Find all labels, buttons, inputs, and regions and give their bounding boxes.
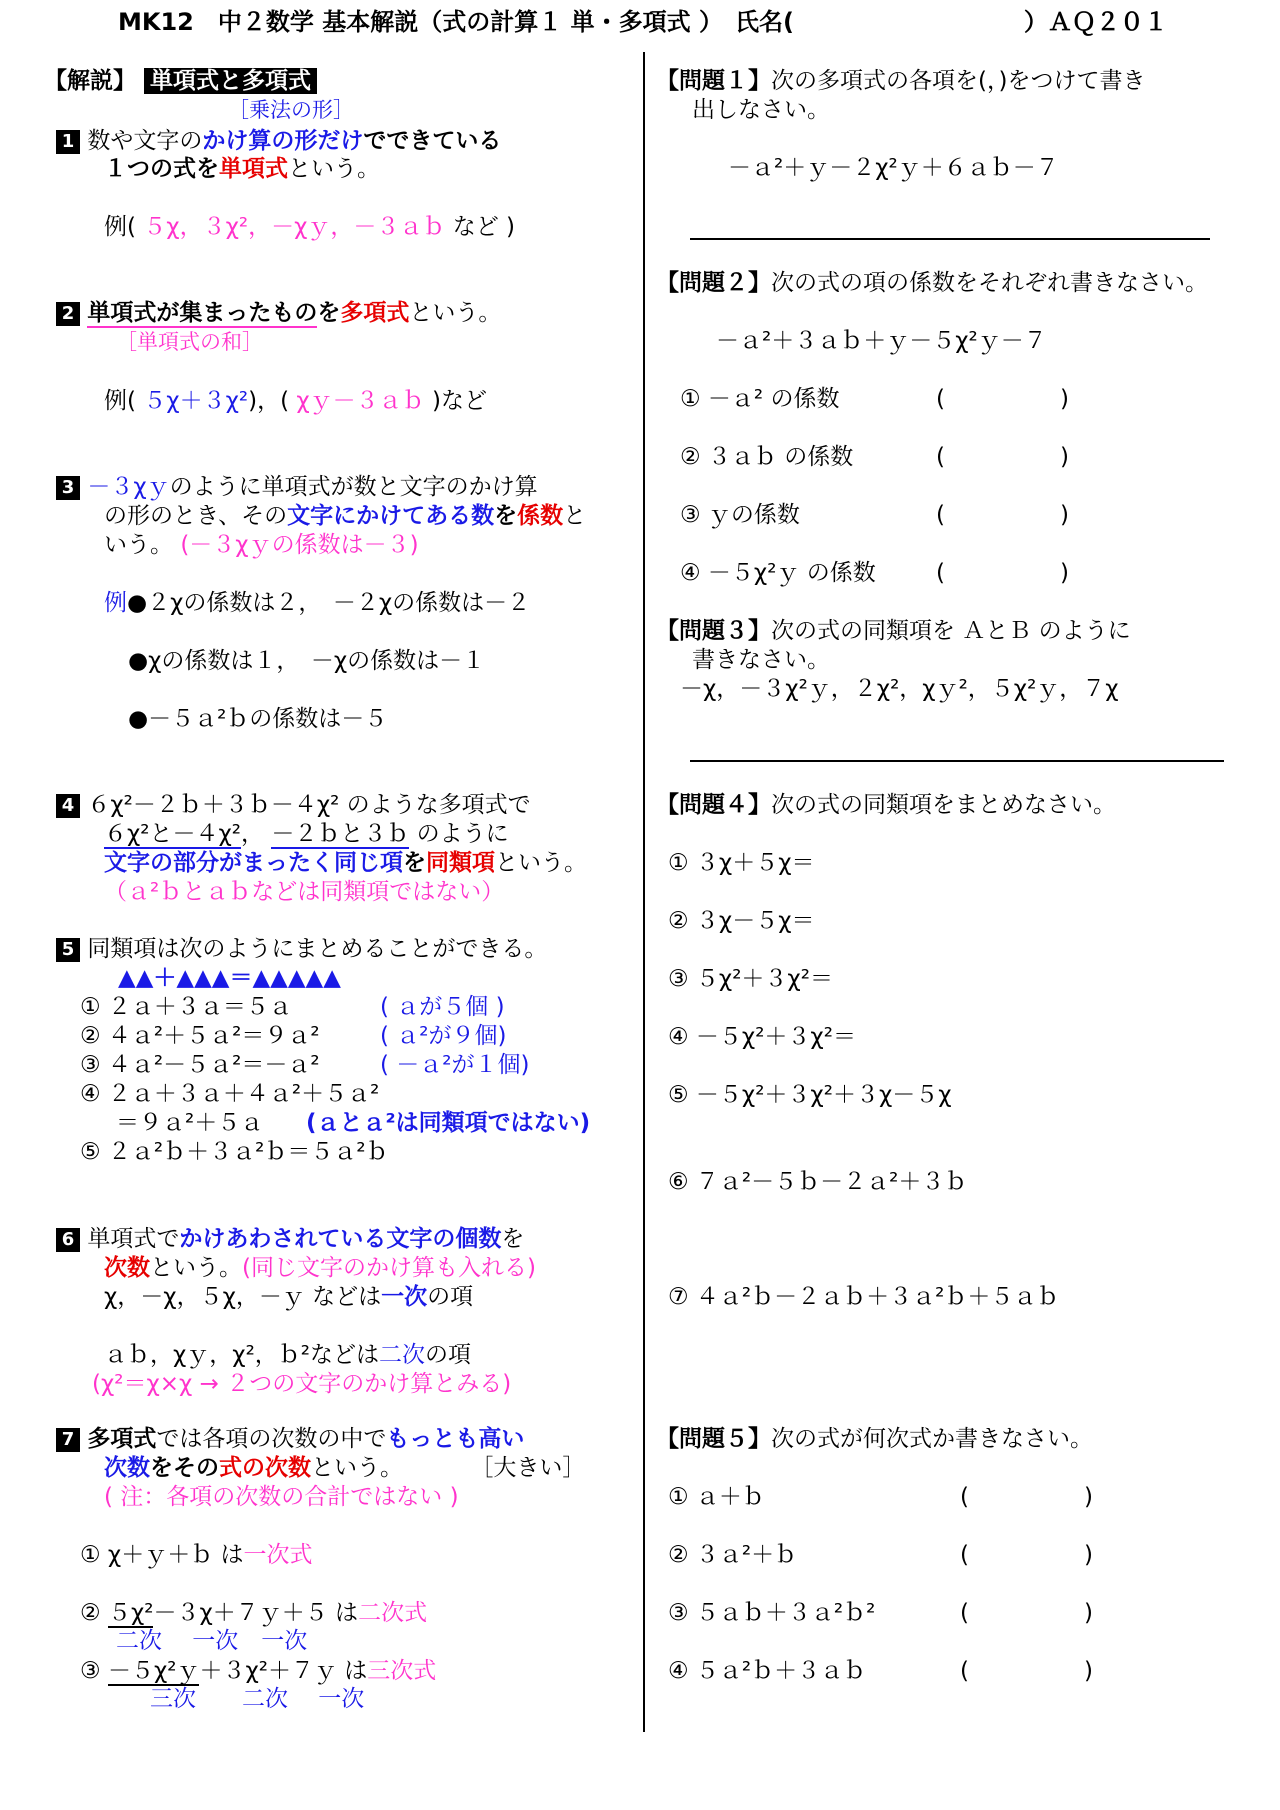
s5-row4b: ＝９ａ²＋５ａ (116, 1110, 264, 1136)
s6-line5: (χ²＝χ×χ → ２つの文字のかけ算とみる) (92, 1371, 512, 1397)
s7-e1-a: ① χ＋ｙ＋ｂ は (80, 1542, 244, 1568)
q3-line1 (656, 618, 1131, 646)
s2-ex-mid: )，( (248, 388, 290, 414)
s3-example2: ●χの係数は１， －χの係数は－１ (128, 648, 486, 674)
s2-ex-a: ５χ＋３χ² (143, 388, 249, 414)
s6-text-d: という。 (150, 1255, 242, 1281)
s1-text-b: かけ算の形だけ (202, 128, 364, 154)
s1-text-e: という。 (288, 156, 380, 182)
q2-line1 (656, 270, 1208, 298)
s1-ex-post: など ) (452, 214, 515, 240)
s1-annotation: ［乗法の形］ (228, 98, 354, 122)
q5-item-4: ④ ５ａ²ｂ＋３ａｂ (668, 1658, 867, 1684)
s3-text-b: のように単項式が数と文字のかけ算 (169, 474, 538, 500)
s5-row1: ① ２ａ＋３ａ＝５ａ (80, 994, 292, 1020)
s4-line1 (56, 792, 531, 820)
s4-text-a: ６χ²－２ｂ＋３ｂ－４χ² のような多項式で (87, 792, 531, 818)
s5-row3-note: ( －ａ²が１個) (380, 1052, 530, 1078)
s7-e2-c: －３χ＋７ｙ＋５ は (153, 1600, 359, 1626)
s6-line2 (104, 1255, 536, 1283)
q2-heading: 【問題２】 (656, 270, 771, 296)
column-divider (643, 52, 645, 1732)
q2-answer-3[interactable]: ( ) (936, 502, 1069, 528)
s3-text-g: いう。 (104, 532, 173, 558)
s7-number: 7 (56, 1428, 80, 1452)
s1-text-d: １つの式を (104, 156, 219, 182)
s2-text-a: 単項式が集まったもの (87, 300, 318, 326)
s1-example (104, 214, 515, 242)
q5-answer-1[interactable]: ( ) (960, 1484, 1093, 1510)
q4-item-5: ⑤ －５χ²＋３χ²＋３χ－５χ (668, 1082, 952, 1108)
s4-line4: （ａ²ｂとａｂなどは同類項ではない） (104, 879, 505, 905)
s6-text-a: 単項式で (87, 1226, 180, 1252)
s1-ex-pre: 例( (104, 214, 136, 240)
s5-line1 (56, 936, 547, 964)
s2-ex-b: χｙ－３ａｂ (296, 388, 425, 414)
s7-term-degree-of-expr: 式の次数 (219, 1455, 311, 1481)
s3-line2 (104, 503, 586, 531)
q1-heading: 【問題１】 (656, 68, 771, 94)
s3-term-coefficient: 係数 (517, 503, 564, 529)
s6-text-k: の項 (425, 1342, 472, 1368)
s7-e3-b: －５χ²ｙ (107, 1658, 200, 1684)
s7-example2 (80, 1600, 427, 1628)
section-heading: 単項式と多項式 (144, 68, 317, 94)
s4-text-h: という。 (495, 850, 587, 876)
s3-text-c: の形のとき、その (104, 503, 288, 529)
s1-text-c: でできている (363, 128, 502, 154)
s7-line1 (56, 1426, 524, 1454)
header-code: ）ＡＱ２０１ (1023, 8, 1168, 36)
q3-line2: 書きなさい。 (692, 647, 830, 673)
s5-number: 5 (56, 938, 80, 962)
s7-text-g: ［大きい］ (470, 1455, 586, 1481)
s5-row2-note: ( ａ²が９個) (380, 1023, 507, 1049)
q5-item-1: ① ａ＋ｂ (668, 1484, 765, 1510)
s5-triangles: ▲▲＋▲▲▲＝▲▲▲▲▲ (118, 965, 341, 991)
s5-row4: ④ ２ａ＋３ａ＋４ａ²＋５ａ² (80, 1081, 380, 1107)
s4-line2 (104, 821, 509, 849)
q2-answer-2[interactable]: ( ) (936, 444, 1069, 470)
q2-item-1-label: ① －ａ² の係数 (680, 386, 840, 412)
s7-example3 (80, 1658, 436, 1686)
s3-number: 3 (56, 476, 80, 500)
q1-expression: －ａ²＋ｙ－２χ²ｙ＋６ａｂ－７ (728, 155, 1059, 181)
q1-line2: 出しなさい。 (692, 97, 830, 123)
s7-text-d: 次数 (104, 1455, 150, 1481)
s3-text-f: と (563, 503, 587, 529)
s7-text-b: では各項の次数の中で (156, 1426, 387, 1452)
s2-number: 2 (56, 302, 80, 326)
s1-line1 (56, 128, 501, 156)
q5-line1 (656, 1426, 1093, 1454)
s2-annotation: ［単項式の和］ (116, 330, 263, 354)
s7-line3: ( 注：各項の次数の合計ではない ) (104, 1484, 459, 1510)
s6-text-g: 一次 (381, 1284, 428, 1310)
s7-text-c: もっとも高い (386, 1426, 525, 1452)
s4-term-like-terms: 同類項 (426, 850, 495, 876)
s6-text-e: (同じ文字のかけ算も入れる) (242, 1255, 536, 1281)
s4-text-d: －２ｂと３ｂ (271, 821, 410, 847)
s6-line4 (104, 1342, 471, 1370)
q4-item-3: ③ ５χ²＋３χ²＝ (668, 966, 833, 992)
q5-heading: 【問題５】 (656, 1426, 771, 1452)
s7-e2-b: ５χ² (107, 1600, 154, 1626)
q2-item-3: ③ ｙの係数 (680, 502, 800, 528)
s7-e3-c: ＋３χ²＋７ｙ は (199, 1658, 368, 1684)
q2-item-2: ② ３ａｂ の係数 (680, 444, 854, 470)
s6-number: 6 (56, 1228, 80, 1252)
s1-number: 1 (56, 130, 80, 154)
s7-example3-degrees: 三次 二次 一次 (150, 1686, 365, 1712)
s2-term-polynomial: 多項式 (340, 300, 410, 326)
q1-text-a: 次の多項式の各項を(，)をつけて書き (771, 68, 1146, 94)
s3-line3 (104, 532, 419, 560)
q3-text-a: 次の式の同類項を ＡとＢ のように (771, 618, 1131, 644)
q1-answer-line[interactable] (690, 238, 1210, 240)
s4-line3 (104, 850, 587, 878)
s5-row4-note: (ａとａ²は同類項ではない) (306, 1110, 591, 1136)
q4-item-1: ① ３χ＋５χ＝ (668, 850, 815, 876)
s3-ex1: ●２χの係数は２， －２χの係数は－２ (127, 590, 531, 616)
s4-text-c: ， (241, 821, 265, 847)
s4-text-b: ６χ²と－４χ² (104, 821, 242, 847)
s5-row3: ③ ４ａ²－５ａ²＝－ａ² (80, 1052, 320, 1078)
s5-text-a: 同類項は次のようにまとめることができる。 (87, 936, 548, 962)
s1-term-monomial: 単項式 (219, 156, 288, 182)
s5-row2: ② ４ａ²＋５ａ²＝９ａ² (80, 1023, 320, 1049)
s1-line2 (104, 156, 380, 184)
s2-text-d: という。 (409, 300, 502, 326)
q4-heading: 【問題４】 (656, 792, 771, 818)
q4-text-a: 次の式の同類項をまとめなさい。 (771, 792, 1116, 818)
s7-text-a: 多項式 (87, 1426, 157, 1452)
s3-text-d: 文字にかけてある数 (287, 503, 495, 529)
s6-term-degree: 次数 (104, 1255, 150, 1281)
s7-example2-degrees: 二次 一次 一次 (116, 1628, 308, 1654)
s3-line1 (56, 474, 538, 502)
q4-item-4: ④ －５χ²＋３χ²＝ (668, 1024, 856, 1050)
s3-text-a: －３χｙ (87, 474, 170, 500)
s2-text-b: を (317, 300, 341, 326)
s1-ex-body: ５χ，３χ²，－χｙ，－３ａｂ (143, 214, 446, 240)
s3-text-e: を (494, 503, 518, 529)
s7-text-e: をその (150, 1455, 219, 1481)
s7-e2-d: 二次式 (358, 1600, 428, 1626)
s6-text-f: χ，－χ，５χ，－ｙ などは (104, 1284, 382, 1310)
q2-text-a: 次の式の項の係数をそれぞれ書きなさい。 (771, 270, 1208, 296)
s4-number: 4 (56, 794, 80, 818)
q2-item-4: ④ －５χ²ｙ の係数 (680, 560, 876, 586)
s6-text-b: かけあわされている文字の個数 (179, 1226, 502, 1252)
s7-e1-b: 一次式 (243, 1542, 313, 1568)
s6-text-i: ａｂ，χｙ，χ²，ｂ²などは (104, 1342, 380, 1368)
s7-example1 (80, 1542, 313, 1570)
s6-line3 (104, 1284, 473, 1312)
q3-expression: －χ，－３χ²ｙ，２χ²，χｙ²，５χ²ｙ，７χ (680, 676, 1119, 702)
s3-text-h: (－３χｙの係数は－３) (180, 532, 419, 558)
q3-answer-line[interactable] (690, 760, 1224, 762)
q5-answer-2[interactable]: ( ) (960, 1542, 1093, 1568)
s2-line1 (56, 300, 501, 328)
q5-answer-3[interactable]: ( ) (960, 1600, 1093, 1626)
q4-line1 (656, 792, 1116, 820)
q2-expression: －ａ²＋３ａｂ＋ｙ－５χ²ｙ－７ (716, 328, 1047, 354)
s4-text-f: 文字の部分がまったく同じ項 (104, 850, 403, 876)
q4-item-7: ⑦ ４ａ²ｂ－２ａｂ＋３ａ²ｂ＋５ａｂ (668, 1284, 1060, 1310)
s4-text-e: のように (416, 821, 509, 847)
s7-e2-a: ② (80, 1600, 108, 1626)
s2-example (104, 388, 487, 416)
s7-line2 (104, 1455, 585, 1483)
q1-line1 (656, 68, 1145, 96)
q5-item-2: ② ３ａ²＋ｂ (668, 1542, 798, 1568)
s3-ex-label: 例 (104, 590, 127, 616)
q4-item-2: ② ３χ－５χ＝ (668, 908, 815, 934)
s6-text-j: 二次 (379, 1342, 426, 1368)
q4-item-6: ⑥ ７ａ²－５ｂ－２ａ²＋３ｂ (668, 1169, 968, 1195)
q5-item-3: ③ ５ａｂ＋３ａ²ｂ² (668, 1600, 876, 1626)
s4-text-g: を (403, 850, 426, 876)
s6-text-c: を (501, 1226, 525, 1252)
s7-e3-a: ③ (80, 1658, 108, 1684)
s5-row5: ⑤ ２ａ²ｂ＋３ａ²ｂ＝５ａ²ｂ (80, 1139, 389, 1165)
q2-answer-4[interactable]: ( ) (936, 560, 1069, 586)
s5-row1-note: ( ａが５個 ) (380, 994, 505, 1020)
q2-item-1 (680, 386, 839, 414)
s6-text-h: の項 (427, 1284, 474, 1310)
q3-heading: 【問題３】 (656, 618, 771, 644)
header-title: MK12 中２数学 基本解説（式の計算１ 単・多項式 ） 氏名( (118, 8, 794, 36)
s7-e3-d: 三次式 (367, 1658, 437, 1684)
s3-example1 (104, 590, 530, 618)
s2-ex-post: )など (431, 388, 487, 414)
q2-answer-1[interactable]: ( ) (936, 386, 1069, 412)
q5-answer-4[interactable]: ( ) (960, 1658, 1093, 1684)
s7-text-f: という。 (311, 1455, 403, 1481)
s1-text-a: 数や文字の (87, 128, 203, 154)
section-title (44, 68, 317, 96)
s3-example3: ●－５ａ²ｂの係数は－５ (128, 706, 388, 732)
s6-line1 (56, 1226, 524, 1254)
worksheet-header (118, 8, 1168, 37)
section-tag: 【解説】 (44, 68, 136, 94)
q5-text-a: 次の式が何次式か書きなさい。 (771, 1426, 1093, 1452)
s2-ex-pre: 例( (104, 388, 136, 414)
